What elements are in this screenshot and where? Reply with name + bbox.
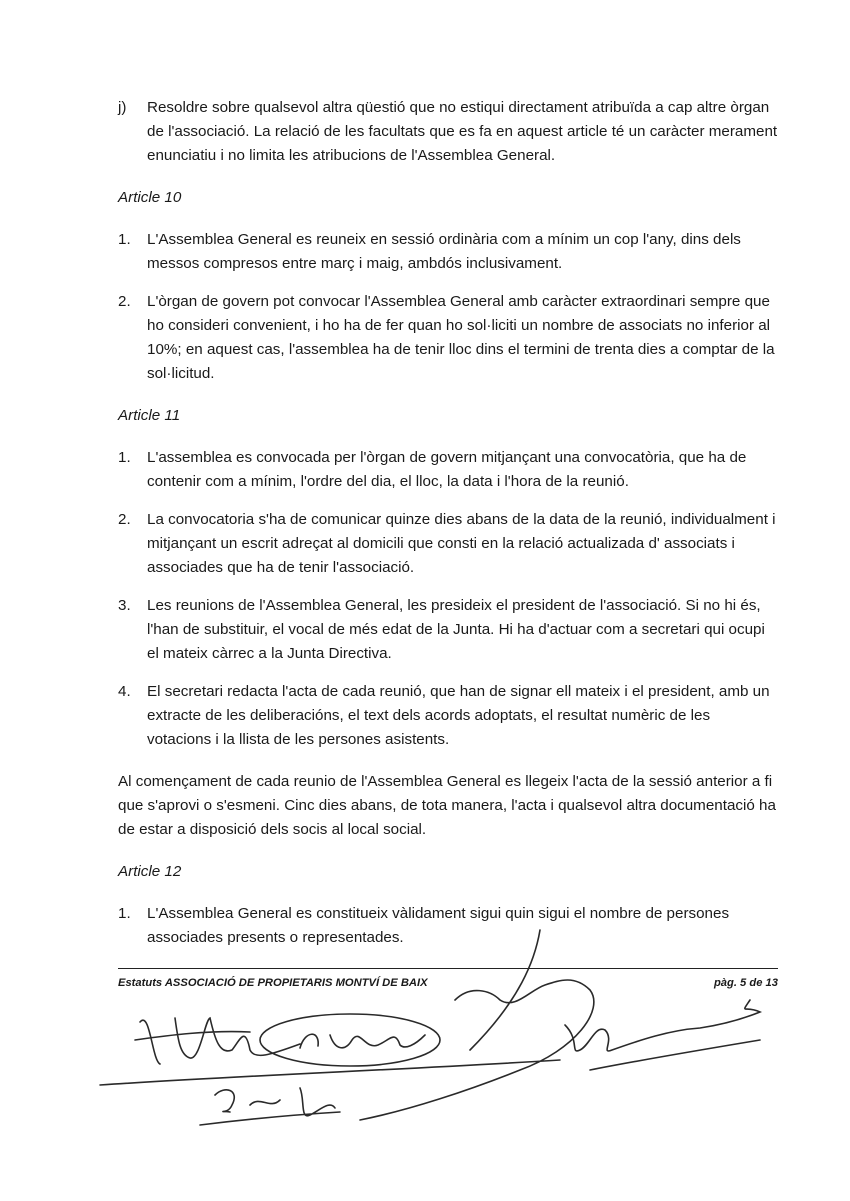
list-marker: j): [118, 99, 127, 116]
list-item-text: L'assemblea es convocada per l'òrgan de govern mitjançant una convocatòria, que ha de contenir com a mínim, l'ordre del dia, el lloc, la data i l'hora de la reunió.: [147, 449, 747, 490]
list-item-text: L'Assemblea General es reuneix en sessió ordinària com a mínim un cop l'any, dins dels messos compresos entre març i maig, ambdós inclusivament.: [147, 231, 741, 272]
signature-2: [260, 1014, 440, 1066]
signature-1: [135, 1018, 300, 1064]
list-item-text: L'òrgan de govern pot convocar l'Assemblea General amb caràcter extraordinari sempre que ho consideri convenient, i ho ha de fer quan ho sol·liciti un nombre de associats no inferior al 10%; en aquest cas, l'assemblea ha de tenir lloc dins el termini de trenta dies a comptar de la sol·licitud.: [147, 293, 775, 382]
list-item-j: [118, 96, 778, 168]
list-item-text: La convocatoria s'ha de comunicar quinze dies abans de la data de la reunió, individualment i mitjançant un escrit adreçat al domicili que consti en la relació actualizada d' associats i associades que ha de tenir l'associació.: [147, 511, 776, 576]
footer-title: Estatuts ASSOCIACIÓ DE PROPIETARIS MONTVÍ DE BAIX: [118, 977, 428, 989]
page-number: pàg. 5 de 13: [713, 977, 778, 989]
list-item: [118, 680, 778, 752]
article-12-heading: Article 12: [118, 863, 182, 880]
list-item-text: Les reunions de l'Assemblea General, les presideix el president de l'associació. Si no hi és, l'han de substituir, el vocal de més edat de la Junta. Hi ha d'actuar com a secretari qui ocupi el mateix càrrec a la Junta Directiva.: [147, 597, 765, 662]
list-marker: 2.: [118, 511, 131, 528]
list-item-text: Resoldre sobre qualsevol altra qüestió que no estiqui directament atribuïda a cap altre òrgan de l'associació. La relació de les facultats que es fa en aquest article té un caràcter merament enunciatiu i no limita les atribucions de l'Assemblea General.: [147, 99, 778, 164]
list-item: [118, 594, 778, 666]
page-footer: [118, 968, 778, 989]
list-item-text: El secretari redacta l'acta de cada reunió, que han de signar ell mateix i el president, amb un extracte de les deliberacións, el text dels acords adoptats, el resultat numèric de les votacions i la llista de les persones asistents.: [147, 683, 770, 748]
list-item: [118, 290, 778, 386]
list-marker: 4.: [118, 683, 131, 700]
list-item: [118, 446, 778, 494]
signature-3: [100, 930, 594, 1120]
article-11-heading: Article 11: [118, 407, 181, 424]
list-marker: 1.: [118, 231, 131, 248]
list-marker: 2.: [118, 293, 131, 310]
list-marker: 3.: [118, 597, 131, 614]
document-body: [118, 96, 778, 950]
article-10-heading: Article 10: [118, 189, 182, 206]
list-item: [118, 902, 778, 950]
signature-4: [565, 1000, 760, 1070]
list-item: [118, 508, 778, 580]
list-item: [118, 228, 778, 276]
list-marker: 1.: [118, 905, 131, 922]
signature-5: [200, 1088, 340, 1125]
list-item-text: L'Assemblea General es constitueix vàlidament sigui quin sigui el nombre de persones associades presents o representades.: [147, 905, 730, 946]
list-marker: 1.: [118, 449, 131, 466]
article-11-paragraph: Al començament de cada reunio de l'Assemblea General es llegeix l'acta de la sessió anterior a fi que s'aprovi o s'esmeni. Cinc dies abans, de tota manera, l'acta i qualsevol altra documentació ha de estar a disposició dels socis al local social.: [118, 773, 776, 838]
